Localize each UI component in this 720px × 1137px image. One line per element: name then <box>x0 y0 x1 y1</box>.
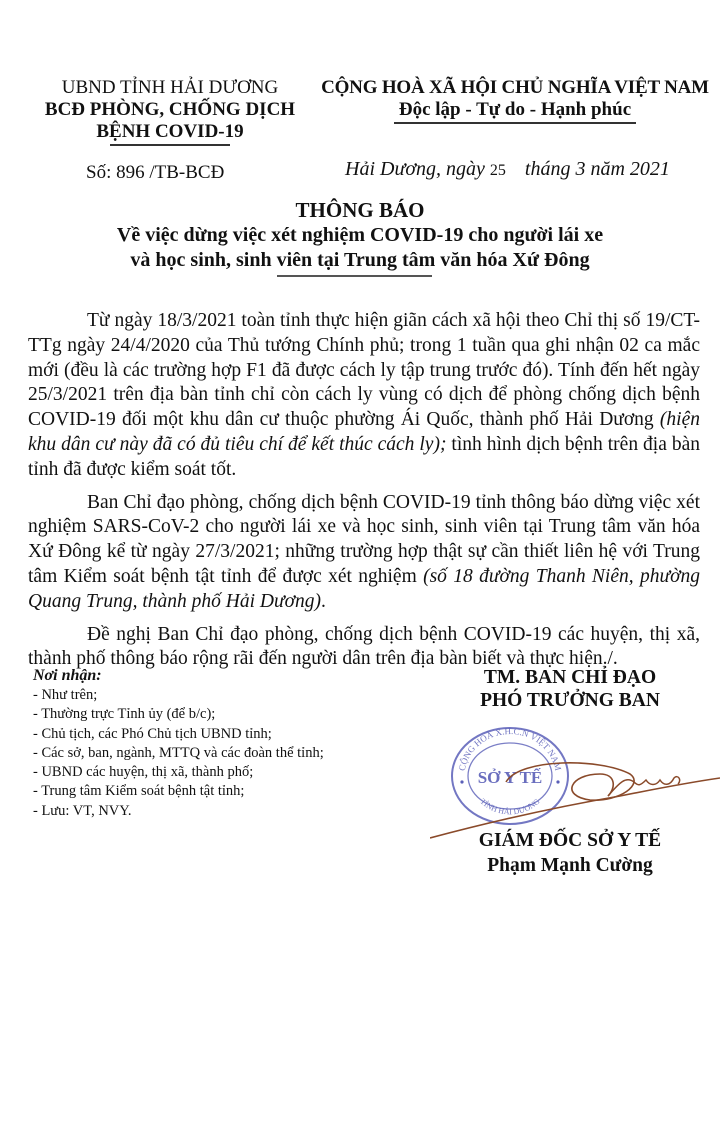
recipients-block <box>33 666 393 821</box>
recipient-item: - Các sở, ban, ngành, MTTQ và các đoàn thể tỉnh; <box>33 744 324 761</box>
paragraph-2-italic: (số 18 đường Thanh Niên, phường Quang Trung, thành phố Hải Dương) <box>28 565 700 612</box>
recipient-item: - UBND các huyện, thị xã, thành phố; <box>33 764 254 781</box>
paragraph-2 <box>28 491 700 615</box>
recipient-item: - Thường trực Tỉnh ủy (để b/c); <box>33 706 216 723</box>
date-day: 25 <box>489 162 506 179</box>
recipient-item: - Trung tâm Kiểm soát bệnh tật tỉnh; <box>33 783 245 800</box>
svg-text:TỈNH HẢI DƯƠNG: TỈNH HẢI DƯƠNG <box>478 796 542 817</box>
recipients-heading: Nơi nhận: <box>33 667 102 684</box>
recipient-item: - Lưu: VT, NVY. <box>33 802 132 819</box>
issuing-agency-block <box>40 76 300 146</box>
recipient-item: - Chủ tịch, các Phó Chủ tịch UBND tỉnh; <box>33 725 272 742</box>
recipient-item: - Như trên; <box>33 687 98 703</box>
agency-name-line1: BCĐ PHÒNG, CHỐNG DỊCH <box>44 99 296 120</box>
date-suffix: tháng 3 năm 2021 <box>524 158 670 180</box>
country-name: CỘNG HOÀ XÃ HỘI CHỦ NGHĨA VIỆT NAM <box>321 77 709 98</box>
paragraph-1-text-b: tình hình dịch bệnh trên địa bàn tỉnh đã được kiểm soát tốt. <box>28 433 700 480</box>
signatory-on-behalf: TM. BAN CHỈ ĐẠO <box>483 667 657 688</box>
paragraph-1-text-a: Từ ngày 18/3/2021 toàn tỉnh thực hiện giãn cách xã hội theo Chỉ thị số 19/CT-TTg ngày 24/4/2020 của Thủ tướng Chính phủ; trong 1 tuần qua ghi nhận 02 ca mắc mới (đều là các trường hợp F1 đã được cách ly tập trung trước đó). Tính đến hết ngày 25/3/2021 trên địa bàn tỉnh chỉ còn cách ly vùng có dịch để phòng chống dịch bệnh COVID-19 đối một khu dân cư thuộc phường Ái Quốc, thành phố Hải Dương <box>28 310 700 431</box>
svg-text:SỞ Y TẾ: SỞ Y TẾ <box>477 768 543 787</box>
document-date <box>345 158 670 181</box>
document-number: Số: 896 /TB-BCĐ <box>86 162 225 183</box>
signatory-authority <box>420 666 720 712</box>
paragraph-3: Đề nghị Ban Chỉ đạo phòng, chống dịch bệnh COVID-19 các huyện, thị xã, thành phố thông báo rộng rãi đến người dân trên địa bàn biết và thực hiện./. <box>28 623 700 670</box>
motto-underline <box>394 122 636 124</box>
paragraph-2-text-b: . <box>320 590 326 612</box>
subject-line-1: Về việc dừng việc xét nghiệm COVID-19 cho người lái xe <box>116 224 604 246</box>
title-underline <box>277 275 432 277</box>
signer-block <box>420 828 720 878</box>
agency-underline <box>110 144 230 146</box>
document-type: THÔNG BÁO <box>295 198 425 222</box>
document-title-block <box>0 198 720 273</box>
signatory-position: PHÓ TRƯỞNG BAN <box>480 690 660 711</box>
subject-line-2: và học sinh, sinh viên tại Trung tâm văn hóa Xứ Đông <box>130 249 590 271</box>
paragraph-1 <box>28 309 700 483</box>
date-prefix: Hải Dương, ngày <box>345 158 485 180</box>
signer-name: Phạm Mạnh Cường <box>487 855 653 876</box>
agency-parent: UBND TỈNH HẢI DƯƠNG <box>61 77 279 98</box>
national-motto-block <box>310 76 720 124</box>
svg-text:CỘNG HOÀ X.H.C.N VIỆT NAM: CỘNG HOÀ X.H.C.N VIỆT NAM <box>456 725 564 772</box>
handwritten-signature-icon <box>430 730 720 840</box>
motto: Độc lập - Tự do - Hạnh phúc <box>398 99 632 120</box>
paragraph-2-text-a: Ban Chỉ đạo phòng, chống dịch bệnh COVID-19 tỉnh thông báo dừng việc xét nghiệm SARS-CoV-2 cho người lái xe và học sinh, sinh viên tại Trung tâm văn hóa Xứ Đông kể từ ngày 27/3/2021; những trường hợp thật sự cần thiết liên hệ với Trung tâm Kiểm soát bệnh tật tỉnh để được xét nghiệm <box>28 491 700 587</box>
paragraph-1-italic: (hiện khu dân cư này đã có đủ tiêu chí để kết thúc cách ly); <box>28 409 700 455</box>
document-body <box>28 309 700 680</box>
agency-name-line2: BỆNH COVID-19 <box>96 121 244 142</box>
signer-title: GIÁM ĐỐC SỞ Y TẾ <box>478 830 662 851</box>
